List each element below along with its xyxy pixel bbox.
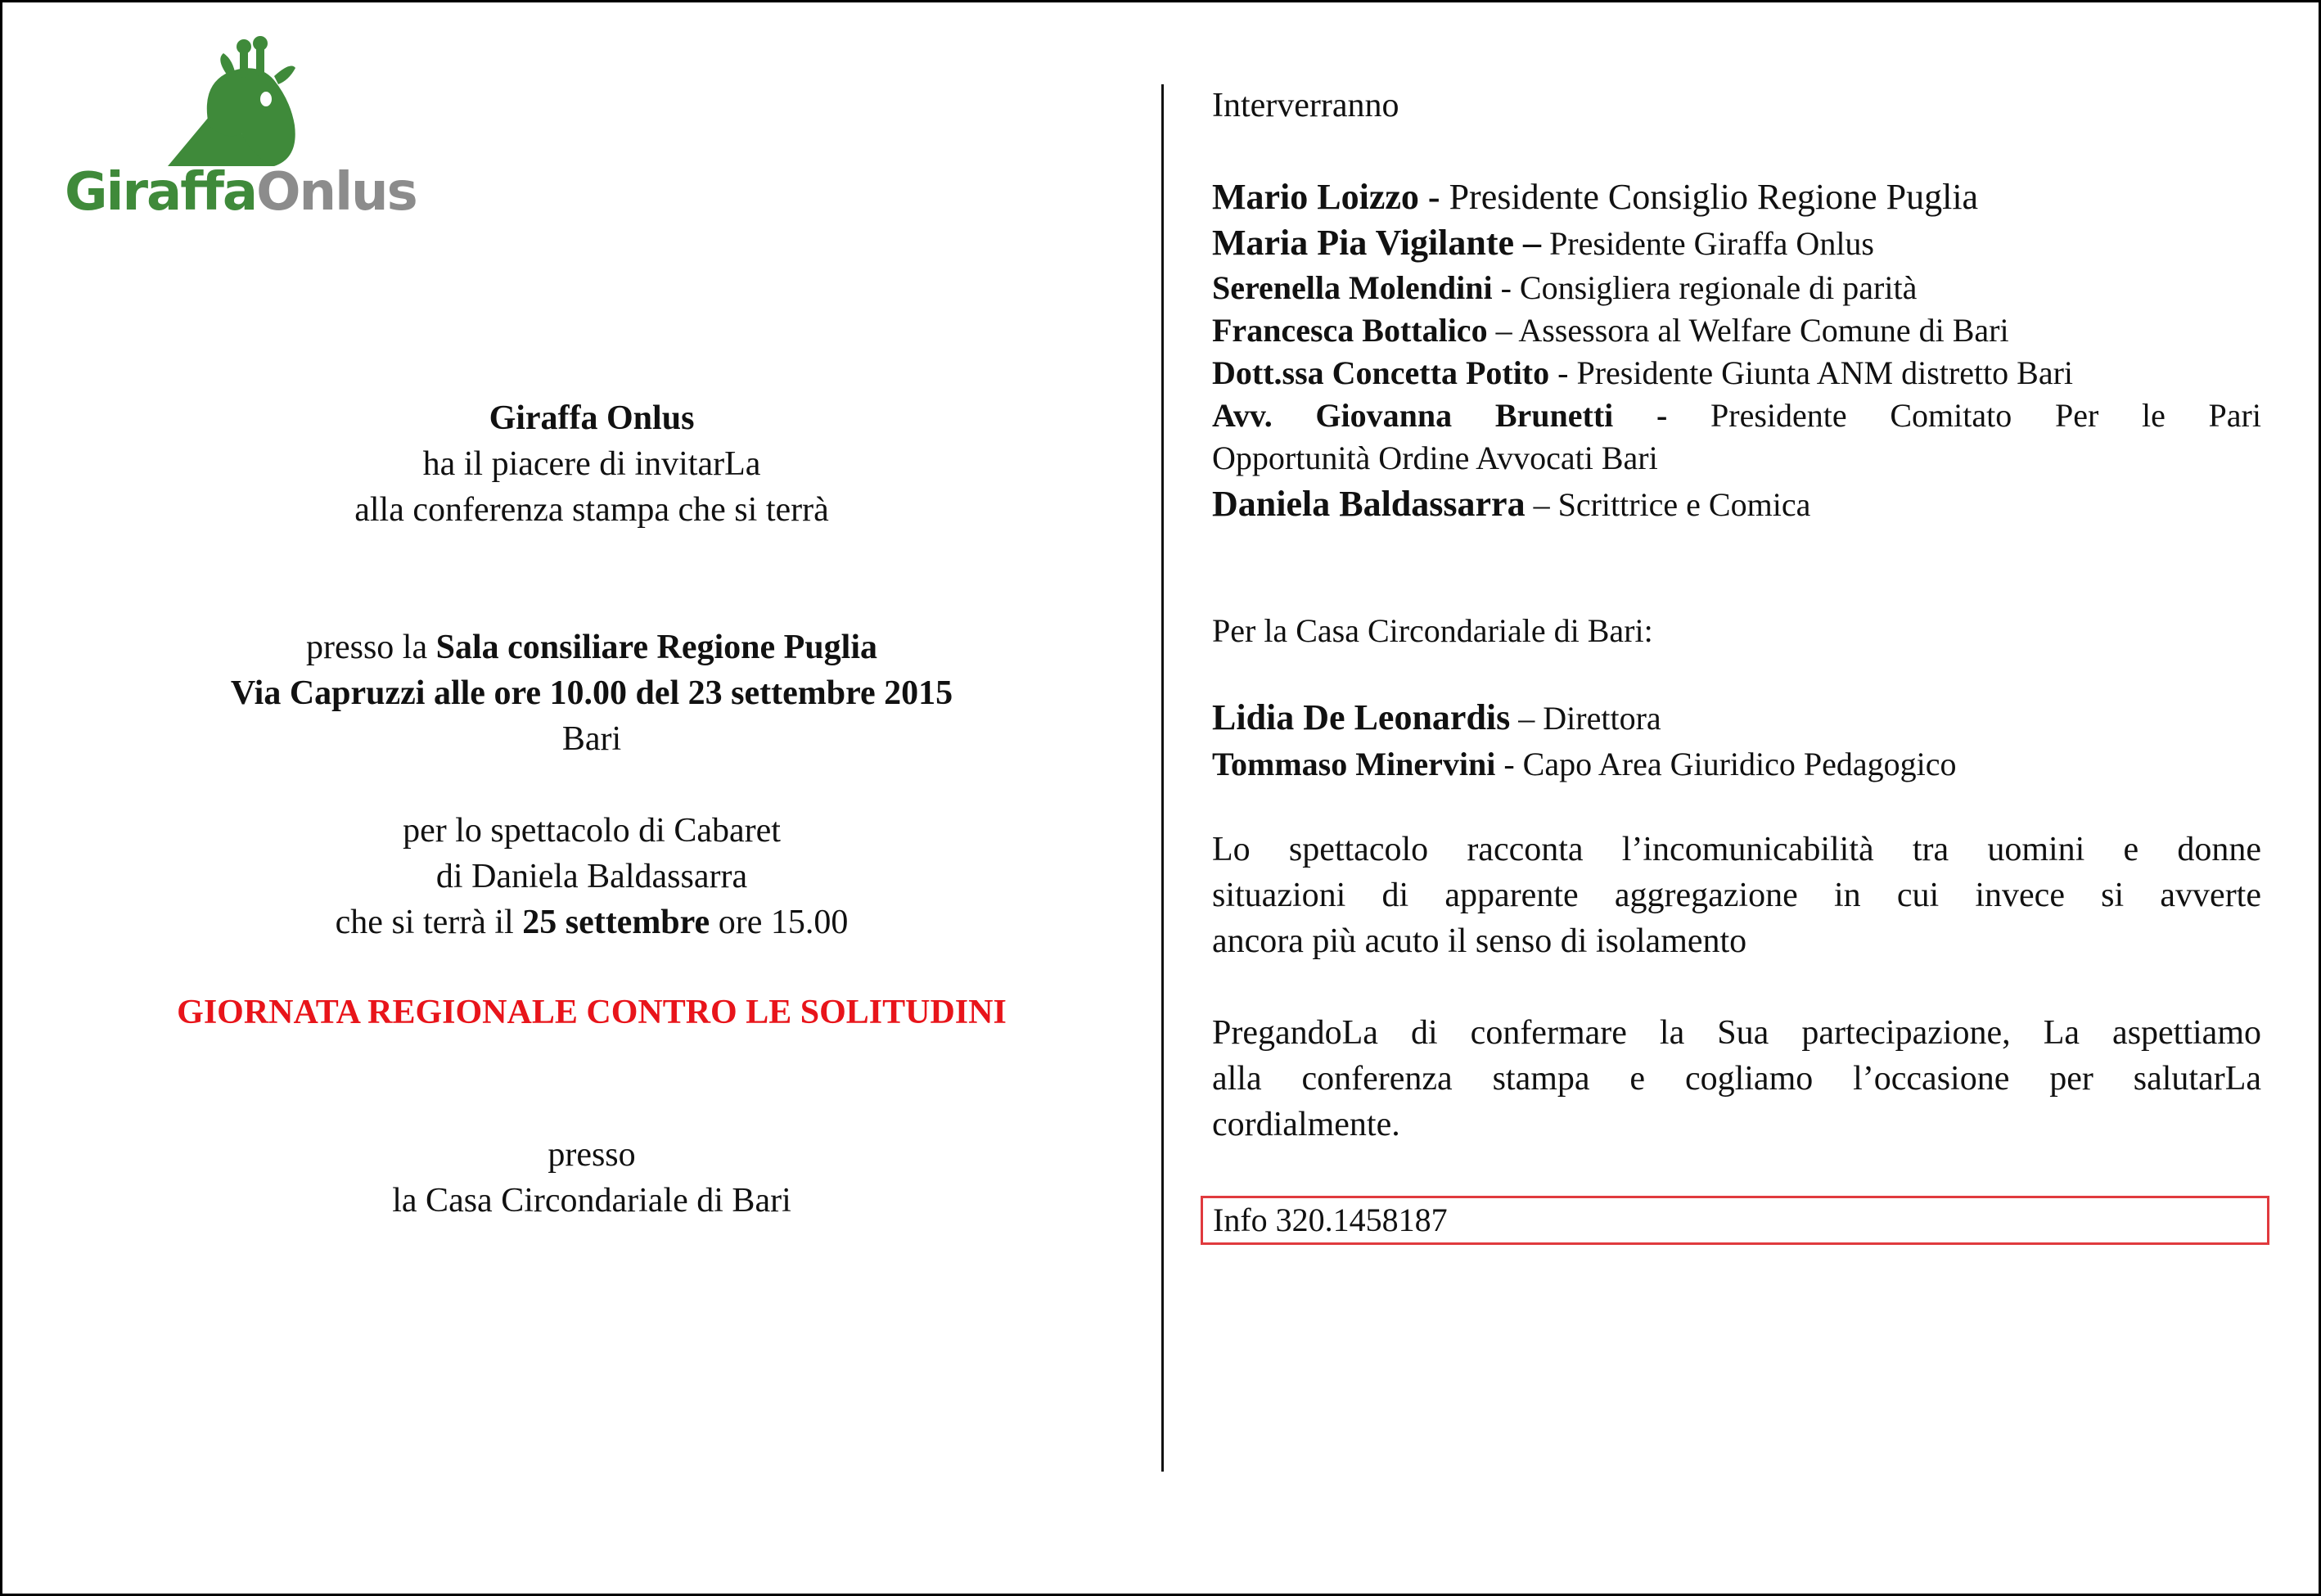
speaker-name: Mario Loizzo - (1212, 177, 1440, 217)
speaker-role: Presidente Comitato Per le Pari (1667, 397, 2261, 434)
closing-line: alla conferenza stampa e cogliamo l’occasione per salutarLa (1212, 1060, 2261, 1098)
description-line: situazioni di apparente aggregazione in cui invece si avverte (1212, 877, 2261, 914)
show-when (52, 899, 1132, 945)
speaker-name: Dott.ssa Concetta Potito (1212, 354, 1550, 391)
venue-name: Sala consiliare Regione Puglia (435, 629, 878, 666)
speaker-item (1212, 220, 2261, 267)
details-column (1212, 83, 2261, 1147)
venue-city: Bari (561, 720, 622, 758)
invitation-text (52, 395, 1132, 1224)
speaker-name: Maria Pia Vigilante – (1212, 223, 1542, 263)
speaker-role: - Presidente Giunta ANM distretto Bari (1549, 354, 2074, 391)
giraffe-head-icon (151, 35, 348, 174)
staff-name: Tommaso Minervini (1212, 746, 1496, 782)
show-when-suffix: ore 15.00 (710, 904, 849, 941)
staff-name: Lidia De Leonardis (1212, 697, 1511, 737)
speaker-role: - Consigliera regionale di parità (1492, 269, 1918, 306)
speaker-item (1212, 352, 2261, 394)
prison-staff-list (1212, 695, 2261, 787)
speaker-role-continued: Opportunità Ordine Avvocati Bari (1212, 440, 1658, 476)
staff-item (1212, 742, 2261, 787)
speakers-list (1212, 174, 2261, 530)
location-line: la Casa Circondariale di Bari (392, 1182, 791, 1220)
closing-line: PregandoLa di confermare la Sua partecipazione, La aspettiamo (1212, 1014, 2261, 1052)
speaker-item (1212, 267, 2261, 309)
speaker-name: Serenella Molendini (1212, 269, 1493, 306)
show-date: 25 settembre (522, 904, 710, 941)
staff-role: - Capo Area Giuridico Pedagogico (1495, 746, 1957, 782)
venue-datetime: Via Capruzzi alle ore 10.00 del 23 settembre 2015 (230, 674, 953, 712)
event-title: GIORNATA REGIONALE CONTRO LE SOLITUDINI (177, 994, 1007, 1031)
logo-name-part2: Onlus (256, 162, 417, 223)
logo-wordmark (65, 162, 417, 223)
speaker-item (1212, 480, 2261, 530)
speaker-name: Avv. Giovanna Brunetti - (1212, 397, 1668, 434)
venue-line (52, 624, 1132, 670)
speaker-item (1212, 174, 2261, 220)
location-line: presso (548, 1136, 636, 1174)
show-line: per lo spettacolo di Cabaret (403, 812, 781, 850)
description-line: ancora più acuto il senso di isolamento (1212, 922, 1747, 960)
show-when-prefix: che si terrà il (335, 904, 523, 941)
speaker-name: Francesca Bottalico (1212, 312, 1488, 349)
speaker-role: Presidente Giraffa Onlus (1541, 225, 1874, 262)
info-contact-box (1201, 1196, 2269, 1245)
logo-name-part1: Giraffa (65, 162, 257, 223)
show-description (1212, 827, 2261, 964)
invitation-line: ha il piacere di invitarLa (422, 445, 761, 483)
staff-item (1212, 695, 2261, 742)
show-line: di Daniela Baldassarra (435, 858, 748, 895)
speakers-heading: Interverranno (1212, 87, 1399, 124)
speaker-name: Daniela Baldassarra (1212, 484, 1526, 524)
speaker-role: Presidente Consiglio Regione Puglia (1440, 177, 1979, 217)
info-phone: Info 320.1458187 (1213, 1202, 1448, 1238)
organizer-name: Giraffa Onlus (489, 399, 695, 437)
closing-text (1212, 1010, 2261, 1147)
giraffa-onlus-logo (61, 35, 417, 232)
closing-line: cordialmente. (1212, 1106, 1400, 1143)
speaker-role: – Scrittrice e Comica (1525, 486, 1811, 523)
speaker-item (1212, 309, 2261, 352)
description-line: Lo spettacolo racconta l’incomunicabilità tra uomini e donne (1212, 831, 2261, 868)
invitation-line: alla conferenza stampa che si terrà (354, 491, 829, 529)
venue-prefix: presso la (305, 629, 436, 666)
prison-heading: Per la Casa Circondariale di Bari: (1212, 612, 1653, 649)
speaker-item (1212, 394, 2261, 437)
staff-role: – Direttora (1510, 700, 1661, 737)
speaker-role: – Assessora al Welfare Comune di Bari (1487, 312, 2009, 349)
column-divider (1161, 84, 1164, 1472)
